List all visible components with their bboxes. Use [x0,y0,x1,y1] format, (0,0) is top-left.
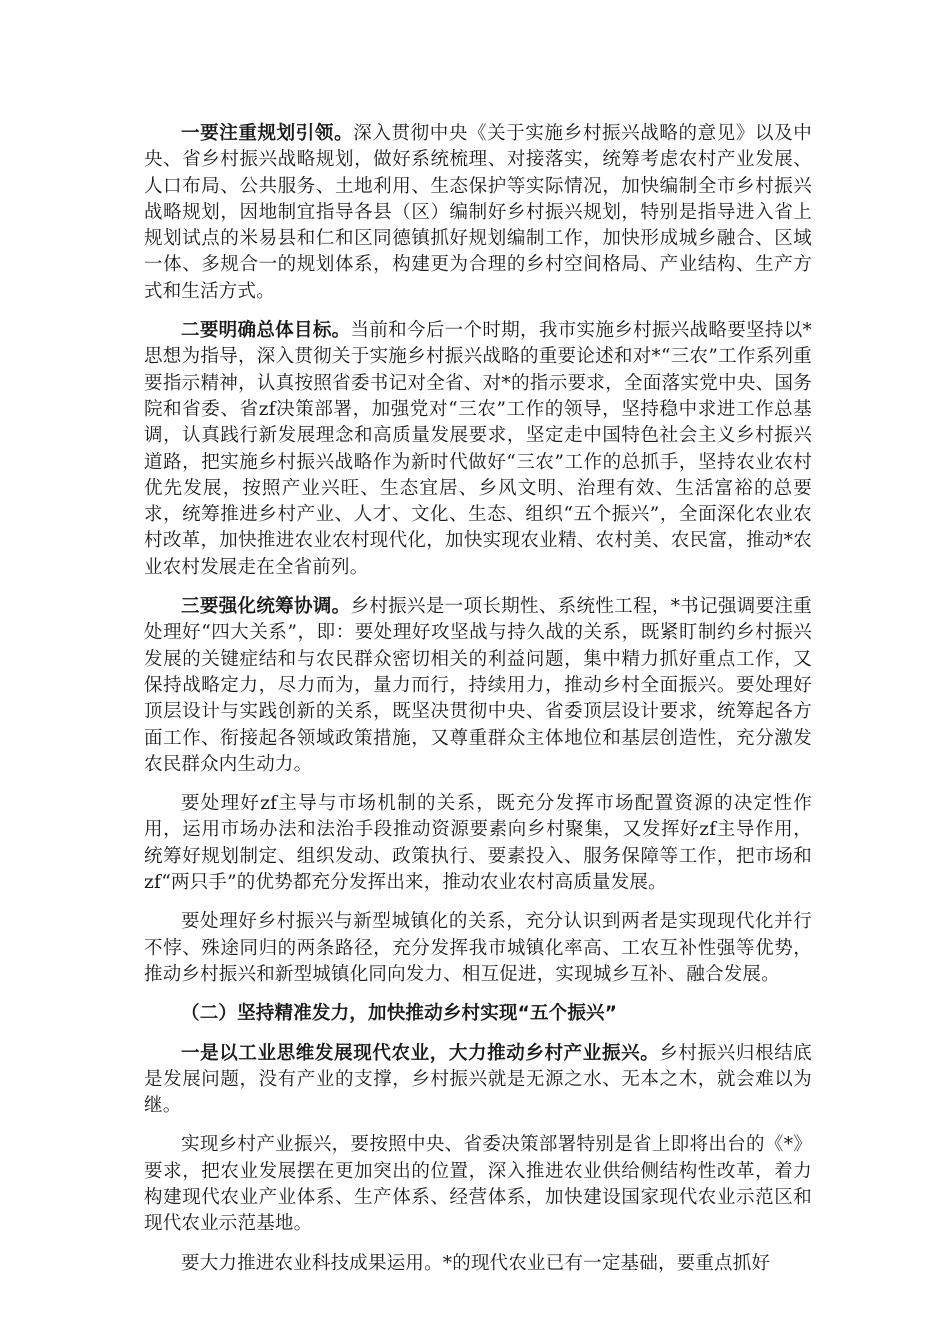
paragraph-technology [144,1251,812,1277]
paragraph-lead: 一是以工业思维发展现代农业，大力推动乡村产业振兴。 [181,1042,660,1064]
paragraph-lead: 一要注重规划引领。 [181,123,354,144]
paragraph-lead: 二要明确总体目标。 [181,320,351,342]
paragraph-text: 要处理好乡村振兴与新型城镇化的关系，充分认识到两者是实现现代化并行不悖、殊途同归的两条路径，充分发挥我市城镇化率高、工农互补性强等优势，推动乡村振兴和新型城镇化同向发力、相互促进，实现城乡互补、融合发展。 [144,911,812,985]
paragraph-text: 深入贯彻中央《关于实施乡村振兴战略的意见》以及中央、省乡村振兴战略规划，做好系统梳理、对接落实，统筹考虑农村产业发展、人口布局、公共服务、土地利用、生态保护等实际情况，加快编制全市乡村振兴战略规划，因地制宜指导各县（区）编制好乡村振兴规划，特别是指导进入省上规划试点的米易县和仁和区同德镇抓好规划编制工作，加快形成城乡融合、区域一体、多规合一的规划体系，构建更为合理的乡村空间格局、产业结构、生产方式和生活方式。 [144,123,812,302]
paragraph-text: 乡村振兴是一项长期性、系统性工程，*书记强调要注重处理好“四大关系”，即：要处理好攻坚战与持久战的关系，既紧盯制约乡村振兴发展的关键症结和与农民群众密切相关的利益问题，集中精力抓好重点工作，又保持战略定力，尽力而为，量力而行，持续用力，推动乡村全面振兴。要处理好顶层设计与实践创新的关系，既坚决贯彻中央、省委顶层设计要求，统筹起各方面工作、衔接起各领域政策措施，又尊重群众主体地位和基层创造性，充分激发农民群众内生动力。 [144,596,812,775]
paragraph-text: 乡村振兴归根结底是发展问题，没有产业的支撑，乡村振兴就是无源之水、无本之木，就会难以为继。 [144,1042,812,1117]
document-page [144,121,812,1290]
paragraph-industry-detail [144,1132,812,1237]
paragraph-urbanization [144,909,812,988]
paragraph-text: 要大力推进农业科技成果运用。*的现代农业已有一定基础，要重点抓好 [181,1252,771,1274]
paragraph-text: 要处理好zf主导与市场机制的关系，既充分发挥市场配置资源的决定性作用，运用市场办法和法治手段推动资源要素向乡村聚集，又发挥好zf主导作用，统筹好规划制定、组织发动、政策执行、要素投入、服务保障等工作，把市场和zf“两只手”的优势都充分发挥出来，推动农业农村高质量发展。 [144,793,812,894]
paragraph-industry-revitalization [144,1041,812,1120]
paragraph-planning [144,121,812,305]
paragraph-overall-goal [144,318,812,581]
paragraph-coordination [144,594,812,778]
paragraph-text: 当前和今后一个时期，我市实施乡村振兴战略要坚持以*思想为指导，深入贯彻关于实施乡村振兴战略的重要论述和对*“三农”工作系列重要指示精神，认真按照省委书记对全省、对*的指示要求，全面落实党中央、国务院和省委、省zf决策部署，加强党对“三农”工作的领导，坚持稳中求进工作总基调，认真践行新发展理念和高质量发展要求，坚定走中国特色社会主义乡村振兴道路，把实施乡村振兴战略作为新时代做好“三农”工作的总抓手，坚持农业农村优先发展，按照产业兴旺、生态宜居、乡风文明、治理有效、生活富裕的总要求，统筹推进乡村产业、人才、文化、生态、组织“五个振兴”，全面深化农业农村改革，加快推进农业农村现代化，加快实现农业精、农村美、农民富，推动*农业农村发展走在全省前列。 [144,320,812,578]
paragraph-lead: 三要强化统筹协调。 [181,596,351,618]
paragraph-government-market [144,791,812,896]
section-heading: （二）坚持精准发力，加快推动乡村实现“五个振兴” [181,1003,618,1025]
paragraph-text: 实现乡村产业振兴，要按照中央、省委决策部署特别是省上即将出台的《*》要求，把农业发展摆在更加突出的位置，深入推进农业供给侧结构性改革，着力构建现代农业产业体系、生产体系、经营体系，加快建设国家现代农业示范区和现代农业示范基地。 [144,1134,812,1235]
